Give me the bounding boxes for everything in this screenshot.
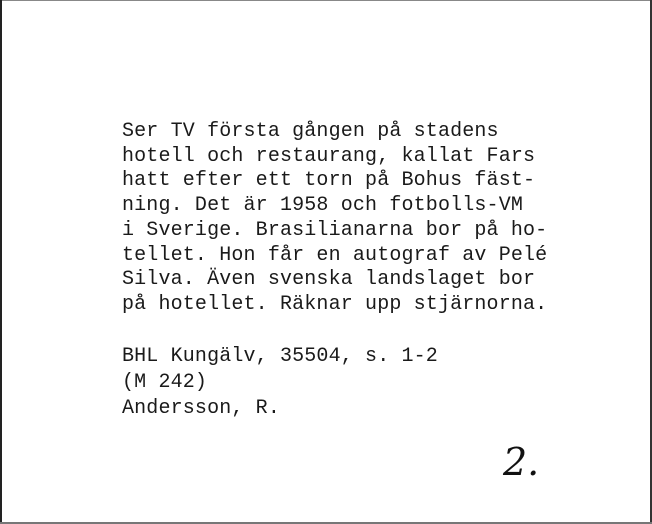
handwritten-page-number: 2. <box>503 440 540 484</box>
body-line: Ser TV första gången på stadens <box>122 120 499 143</box>
body-line: tellet. Hon får en autograf av Pelé <box>122 243 548 267</box>
body-line: hatt efter ett torn på Bohus fäst- <box>122 169 536 193</box>
body-line: Silva. Även svenska landslaget bor <box>122 268 536 292</box>
reference-shelf-mark: (M 242) <box>122 371 208 394</box>
reference-author: Andersson, R. <box>122 397 280 420</box>
body-line: i Sverige. Brasilianarna bor på ho- <box>122 218 548 242</box>
card-top-edge <box>0 0 652 1</box>
reference-block <box>122 344 622 422</box>
body-line: på hotellet. Räknar upp stjärnorna. <box>122 292 548 316</box>
reference-source: BHL Kungälv, 35504, s. 1-2 <box>122 345 438 368</box>
body-line: ning. Det är 1958 och fotbolls-VM <box>122 194 524 218</box>
card-body-text <box>122 120 642 318</box>
body-line: hotell och restaurang, kallat Fars <box>122 144 536 168</box>
card-left-edge <box>0 0 2 524</box>
